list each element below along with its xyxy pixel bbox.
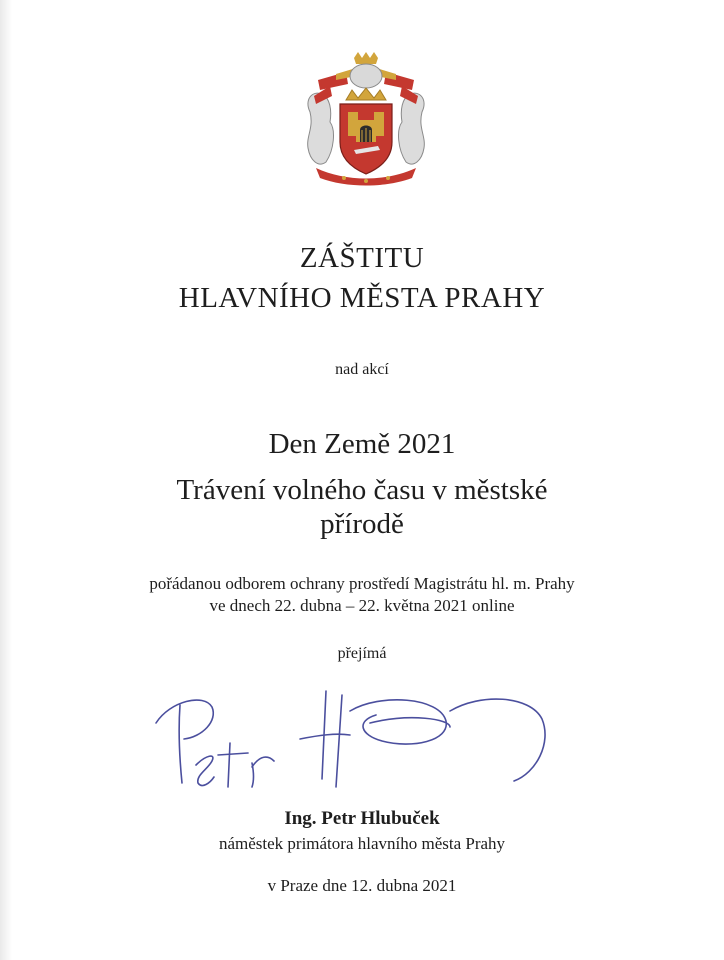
- event-title-line-3: přírodě: [320, 508, 404, 540]
- handwritten-signature: [150, 683, 560, 793]
- place-and-date: v Praze dne 12. dubna 2021: [267, 876, 457, 895]
- over-event-label: nad akcí: [335, 361, 389, 378]
- signatory-name: Ing. Petr Hlubuček: [284, 808, 440, 829]
- signatory-role: náměstek primátora hlavního města Prahy: [218, 834, 506, 853]
- heading-line-1: ZÁŠTITU: [299, 242, 425, 274]
- organizer-line-2: ve dnech 22. dubna – 22. května 2021 online: [209, 596, 515, 615]
- takes-over-label: přejímá: [337, 645, 387, 662]
- event-title-line-2: Trávení volného času v městské: [176, 474, 548, 506]
- event-title-line-1: Den Země 2021: [268, 428, 456, 460]
- heading-line-2: HLAVNÍHO MĚSTA PRAHY: [178, 282, 546, 314]
- organizer-line-1: pořádanou odborem ochrany prostředí Magistrátu hl. m. Prahy: [149, 574, 575, 593]
- prague-coat-of-arms-icon: [296, 50, 436, 186]
